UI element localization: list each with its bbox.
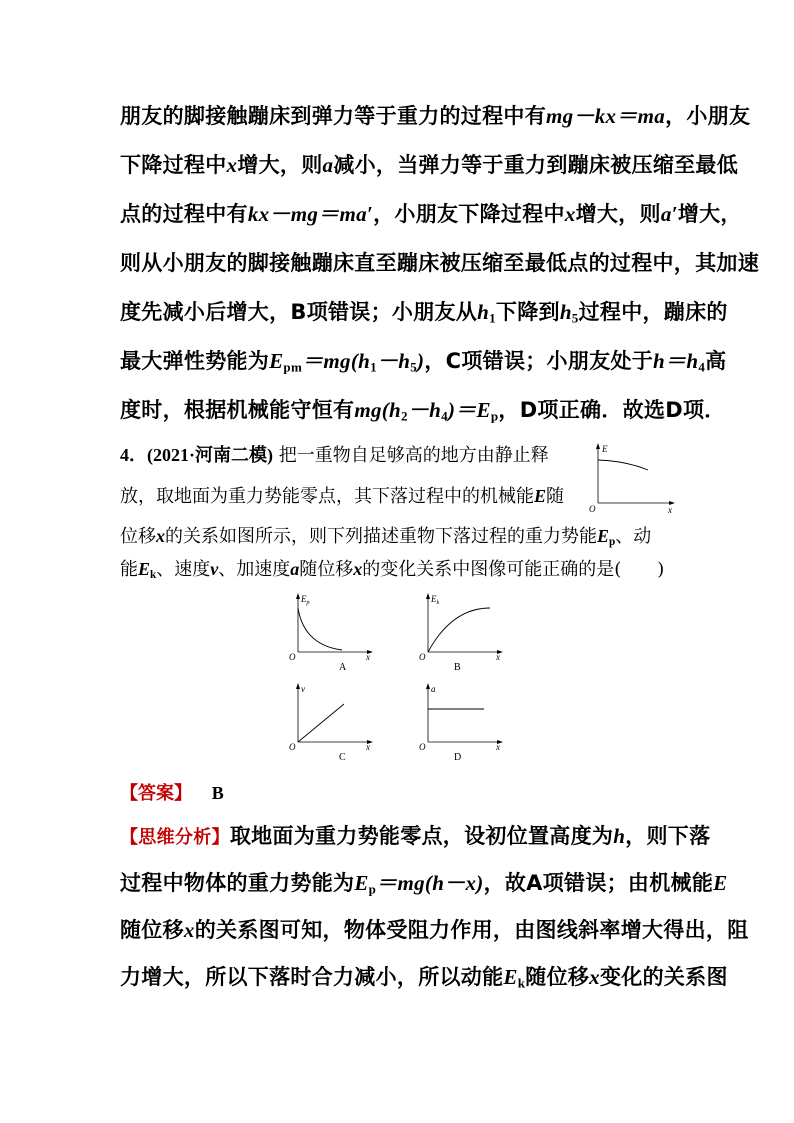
sub: k	[150, 568, 157, 581]
sub: k	[517, 975, 526, 991]
var: x	[589, 965, 600, 989]
sub: 1	[489, 310, 496, 326]
text: ，则下落	[625, 824, 711, 848]
var: h	[477, 300, 490, 324]
y-label: a	[431, 684, 436, 694]
var: v	[210, 559, 219, 579]
text: 过程中物体的重力势能为	[120, 871, 355, 895]
text: 、加速度	[218, 559, 291, 580]
text: 度时，根据机械能守恒有	[120, 398, 355, 422]
equation: kx－mg＝ma′	[247, 202, 374, 226]
text: 随位移	[299, 559, 354, 580]
text: 随	[546, 486, 565, 507]
var: a′	[660, 202, 678, 226]
y-arrow	[296, 683, 300, 689]
question-number: 4．(2021·河南二模)	[120, 445, 273, 465]
para1-line4	[120, 247, 759, 277]
sub: 5	[571, 310, 579, 326]
var: E	[503, 965, 518, 989]
y-arrow	[296, 593, 300, 599]
text: 把一重物自足够高的地方由静止释	[278, 445, 549, 466]
y-label: $E_p$	[301, 594, 310, 606]
text: 则从小朋友的脚接触蹦床直至蹦床被压缩至最低点的过程中，其加速	[120, 251, 759, 275]
para1-line2	[120, 149, 738, 179]
text: 朋友的脚接触蹦床到弹力等于重力的过程中有	[120, 104, 546, 128]
sub: 1	[370, 359, 377, 375]
question-line4	[120, 555, 664, 581]
sub: 2	[401, 408, 408, 424]
var: E	[534, 486, 547, 506]
sub: p	[490, 408, 499, 424]
text: 的关系图可知，物体受阻力作用，由图线斜率增大得出，阻	[194, 918, 749, 942]
origin-label: O	[289, 742, 296, 750]
text: 高	[705, 349, 727, 373]
equation: h＝h	[653, 349, 699, 373]
var: E	[713, 871, 728, 895]
curve-Ek	[428, 608, 490, 652]
x-label: x	[496, 652, 500, 660]
var: E	[354, 871, 369, 895]
text: 的关系如图所示，则下列描述重物下落过程的重力势能	[165, 526, 597, 547]
text: 下降过程中	[120, 153, 227, 177]
figure-option-A	[286, 590, 376, 660]
var: h	[559, 300, 572, 324]
text: 减小，当弹力等于重力到蹦床被压缩至最低	[333, 153, 739, 177]
var: h	[613, 824, 626, 848]
equation: －h	[376, 349, 411, 373]
caption-C: C	[339, 752, 346, 763]
x-label: x	[366, 652, 370, 660]
var: x	[156, 526, 165, 546]
var: x	[226, 153, 238, 177]
x-label: x	[366, 742, 370, 750]
text: 点的过程中有	[120, 202, 248, 226]
curve-E	[598, 460, 648, 470]
y-arrow	[426, 683, 430, 689]
sub: 4	[698, 359, 706, 375]
text: 位移	[120, 526, 156, 547]
analysis-line1	[120, 820, 710, 850]
sub: p	[609, 535, 616, 548]
text: 度先减小后增大，B项错误；小朋友从	[120, 300, 478, 324]
para1-line7	[120, 394, 726, 424]
question-line2	[120, 482, 564, 508]
analysis-line4	[120, 961, 728, 991]
equation: －h	[407, 398, 442, 422]
caption-B: B	[454, 662, 461, 673]
equation: )＝E	[447, 398, 491, 422]
y-arrow	[596, 443, 600, 449]
para1-line1	[120, 100, 750, 130]
var: a	[290, 559, 300, 579]
equation: mg(h	[354, 398, 402, 422]
text: 力增大，所以下落时合力减小，所以动能	[120, 965, 504, 989]
text: ，故A项错误；由机械能	[483, 871, 714, 895]
para1-line3	[120, 198, 742, 228]
para1-line5	[120, 296, 728, 326]
text: ，D项正确．故选D项．	[498, 398, 726, 422]
var: E	[269, 349, 284, 373]
sub: pm	[283, 359, 303, 375]
origin-label: O	[589, 504, 596, 514]
para1-line6	[120, 345, 726, 375]
y-arrow	[426, 593, 430, 599]
figure-option-B	[416, 590, 506, 660]
var: x	[353, 559, 363, 579]
figure-option-C	[286, 680, 376, 750]
origin-label: O	[419, 742, 426, 750]
analysis-tag: 【思维分析】	[120, 827, 230, 848]
sub: p	[368, 881, 377, 897]
answer-value: B	[211, 783, 224, 803]
origin-label: O	[289, 652, 296, 660]
x-label: x	[496, 742, 500, 750]
text: 、动	[615, 526, 652, 547]
text: 增大，则	[237, 153, 323, 177]
var: x	[564, 202, 576, 226]
text: 的变化关系中图像可能正确的是( )	[362, 559, 665, 580]
text: ，小朋友	[665, 104, 751, 128]
y-label: $E_k$	[431, 594, 440, 606]
text: 能	[120, 559, 138, 580]
origin-label: O	[419, 652, 426, 660]
text: 随位移	[120, 918, 184, 942]
answer-line	[120, 779, 224, 805]
text: ，小朋友下降过程中	[373, 202, 565, 226]
text: 过程中，蹦床的	[578, 300, 728, 324]
answer-tag: 【答案】	[120, 783, 192, 804]
text: 增大，则	[575, 202, 661, 226]
figure-main-E-x	[588, 440, 678, 515]
equation: )	[417, 349, 425, 373]
text: 变化的关系图	[599, 965, 728, 989]
sub: 5	[410, 359, 418, 375]
var: E	[138, 559, 151, 579]
curve-Ep	[298, 608, 342, 650]
equation: mg－kx＝ma	[546, 104, 666, 128]
text: 放，取地面为重力势能零点，其下落过程中的机械能	[120, 486, 534, 507]
caption-D: D	[454, 752, 462, 763]
text: 增大，	[677, 202, 742, 226]
text: 随位移	[525, 965, 590, 989]
sub: 4	[441, 408, 448, 424]
caption-A: A	[339, 662, 347, 673]
figure-option-D	[416, 680, 506, 750]
var: a	[322, 153, 334, 177]
var: E	[597, 526, 610, 546]
text: 最大弹性势能为	[120, 349, 270, 373]
text: 、速度	[156, 559, 211, 580]
y-label: E	[602, 444, 608, 454]
text: ，C项错误；小朋友处于	[424, 349, 654, 373]
line-v	[298, 704, 344, 742]
text: 下降到	[495, 300, 560, 324]
question-line3	[120, 522, 651, 548]
text: 取地面为重力势能零点，设初位置高度为	[229, 824, 614, 848]
equation: ＝mg(h－x)	[376, 871, 484, 895]
y-label: v	[301, 684, 305, 694]
x-label: x	[668, 505, 672, 515]
analysis-line3	[120, 914, 749, 944]
analysis-line2	[120, 867, 727, 897]
equation: ＝mg(h	[302, 349, 371, 373]
var: x	[183, 918, 195, 942]
question-line1	[120, 441, 549, 467]
